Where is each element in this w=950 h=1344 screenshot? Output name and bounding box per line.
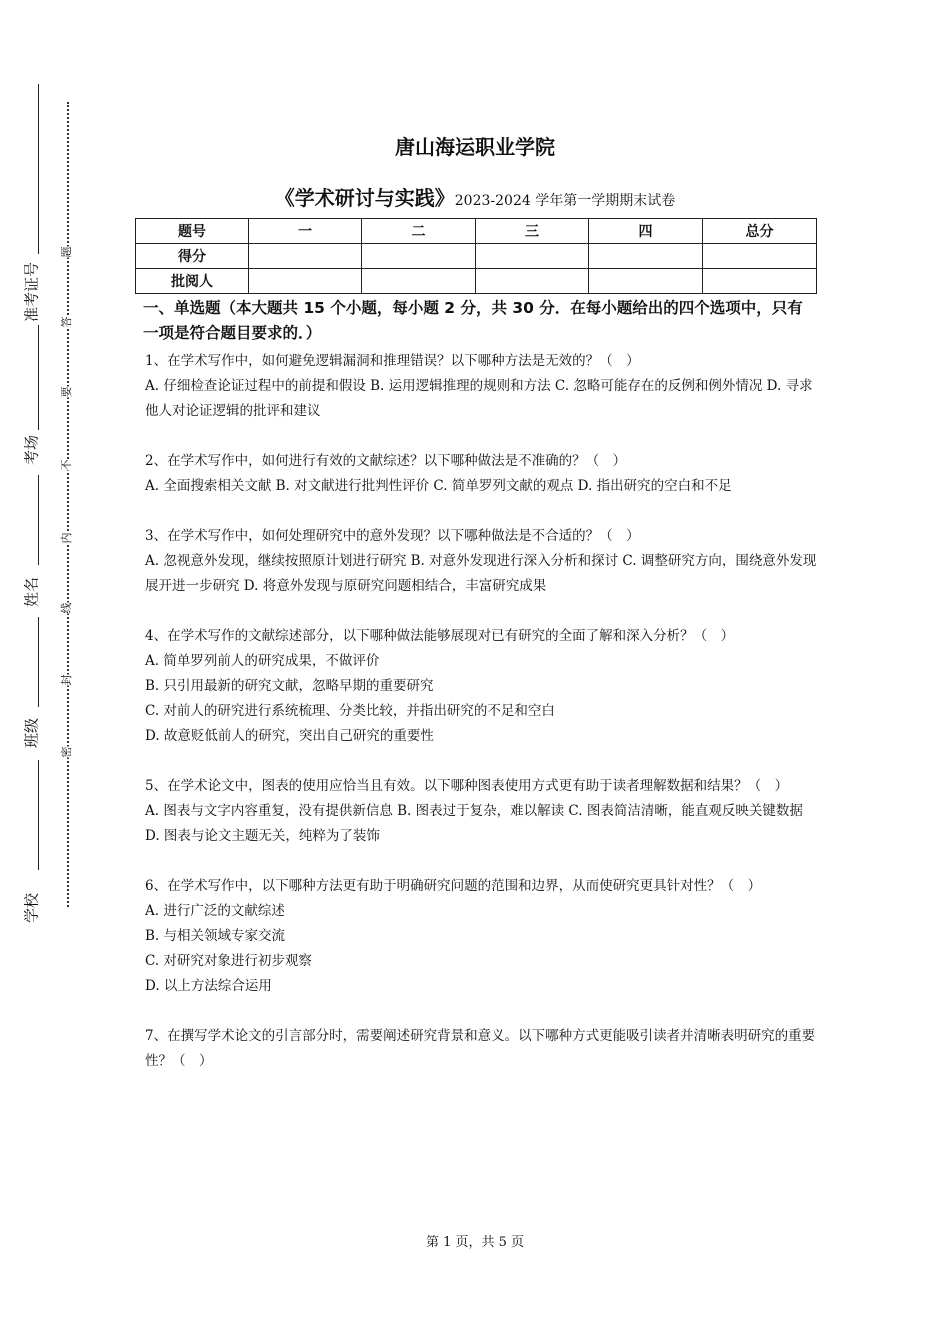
exam-subtitle: [0, 182, 950, 211]
question-stem: 6、在学术写作中，以下哪种方法更有助于明确研究问题的范围和边界，从而使研究更具针对性？（ ）: [145, 878, 762, 894]
score-table-header-cell: 题号: [136, 219, 249, 244]
exam-content: [145, 296, 817, 1099]
page-number: 第 1 页，共 5 页: [425, 1235, 525, 1250]
score-table-header-cell: 总分: [703, 219, 817, 244]
score-table-header-cell: 一: [249, 219, 362, 244]
question-list: [145, 349, 817, 1074]
question-stem: 2、在学术写作中，如何进行有效的文献综述？以下哪种做法是不准确的？（ ）: [145, 453, 627, 469]
question-options: D. 故意贬低前人的研究，突出自己研究的重要性: [145, 728, 434, 744]
question: [145, 774, 817, 849]
question: [145, 524, 817, 599]
grader-cell[interactable]: [703, 269, 817, 294]
grader-cell[interactable]: [362, 269, 476, 294]
question-options: B. 与相关领域专家交流: [145, 928, 286, 944]
question: [145, 1024, 817, 1074]
question-options: C. 对前人的研究进行系统梳理、分类比较，并指出研究的不足和空白: [145, 703, 555, 719]
question-options: D. 以上方法综合运用: [145, 978, 272, 994]
binding-rule: [38, 760, 39, 870]
question-options: C. 对研究对象进行初步观察: [145, 953, 312, 969]
score-table-header-row: [136, 219, 817, 244]
grader-cell[interactable]: [476, 269, 589, 294]
question-options: A. 进行广泛的文献综述: [145, 903, 285, 919]
question-options: A. 图表与文字内容重复，没有提供新信息 B. 图表过于复杂，难以解读 C. 图表简洁清晰，能直观反映关键数据 D. 图表与论文主题无关，纯粹为了装饰: [145, 803, 803, 844]
binding-rule: [38, 325, 39, 430]
question-options: A. 仔细检查论证过程中的前提和假设 B. 运用逻辑推理的规则和方法 C. 忽略可能存在的反例和例外情况 D. 寻求他人对论证逻辑的批评和建议: [145, 378, 813, 419]
score-cell[interactable]: [703, 244, 817, 269]
score-row-label: 得分: [136, 244, 249, 269]
question: [145, 449, 817, 499]
question-options: A. 简单罗列前人的研究成果，不做评价: [145, 653, 380, 669]
course-title: 《学术研讨与实践》: [274, 186, 455, 210]
binding-rule: [38, 84, 39, 254]
question-stem: 5、在学术论文中，图表的使用应恰当且有效。以下哪种图表使用方式更有助于读者理解数据和结果？（ ）: [145, 778, 789, 794]
question-options: A. 全面搜索相关文献 B. 对文献进行批判性评价 C. 简单罗列文献的观点 D. 指出研究的空白和不足: [145, 478, 732, 494]
question-stem: 7、在撰写学术论文的引言部分时，需要阐述研究背景和意义。以下哪种方式更能吸引读者并清晰表明研究的重要性？（ ）: [145, 1028, 816, 1069]
question-options: A. 忽视意外发现，继续按照原计划进行研究 B. 对意外发现进行深入分析和探讨 C. 调整研究方向，围绕意外发现展开进一步研究 D. 将意外发现与原研究问题相结合，丰富研究成果: [145, 553, 817, 594]
question: [145, 349, 817, 424]
score-cell[interactable]: [249, 244, 362, 269]
question-stem: 4、在学术写作的文献综述部分，以下哪种做法能够展现对已有研究的全面了解和深入分析？（ ）: [145, 628, 735, 644]
score-table-header-cell: 三: [476, 219, 589, 244]
score-cell[interactable]: [362, 244, 476, 269]
grader-row-label: 批阅人: [136, 269, 249, 294]
seal-dotted-line: [67, 102, 69, 907]
binding-margin: 准考证号 考场 姓名 班级 学校 题 答 要 不 内 线 封 密: [0, 0, 95, 1344]
binding-rule: [38, 617, 39, 707]
score-row: [136, 244, 817, 269]
school-title: 唐山海运职业学院: [395, 135, 555, 159]
grader-row: [136, 269, 817, 294]
grader-cell[interactable]: [589, 269, 703, 294]
question-options: B. 只引用最新的研究文献，忽略早期的重要研究: [145, 678, 434, 694]
question-stem: 1、在学术写作中，如何避免逻辑漏洞和推理错误？以下哪种方法是无效的？（ ）: [145, 353, 640, 369]
question: [145, 874, 817, 999]
section-heading: 一、单选题（本大题共 15 个小题，每小题 2 分，共 30 分．在每小题给出的四个选项中，只有一项是符合题目要求的．）: [143, 299, 803, 342]
score-cell[interactable]: [589, 244, 703, 269]
grader-cell[interactable]: [249, 269, 362, 294]
score-cell[interactable]: [476, 244, 589, 269]
score-table: [135, 218, 817, 294]
question-stem: 3、在学术写作中，如何处理研究中的意外发现？以下哪种做法是不合适的？（ ）: [145, 528, 640, 544]
binding-rule: [38, 475, 39, 565]
question: [145, 624, 817, 749]
score-table-header-cell: 二: [362, 219, 476, 244]
term-label: 2023-2024 学年第一学期期末试卷: [454, 193, 676, 209]
score-table-header-cell: 四: [589, 219, 703, 244]
